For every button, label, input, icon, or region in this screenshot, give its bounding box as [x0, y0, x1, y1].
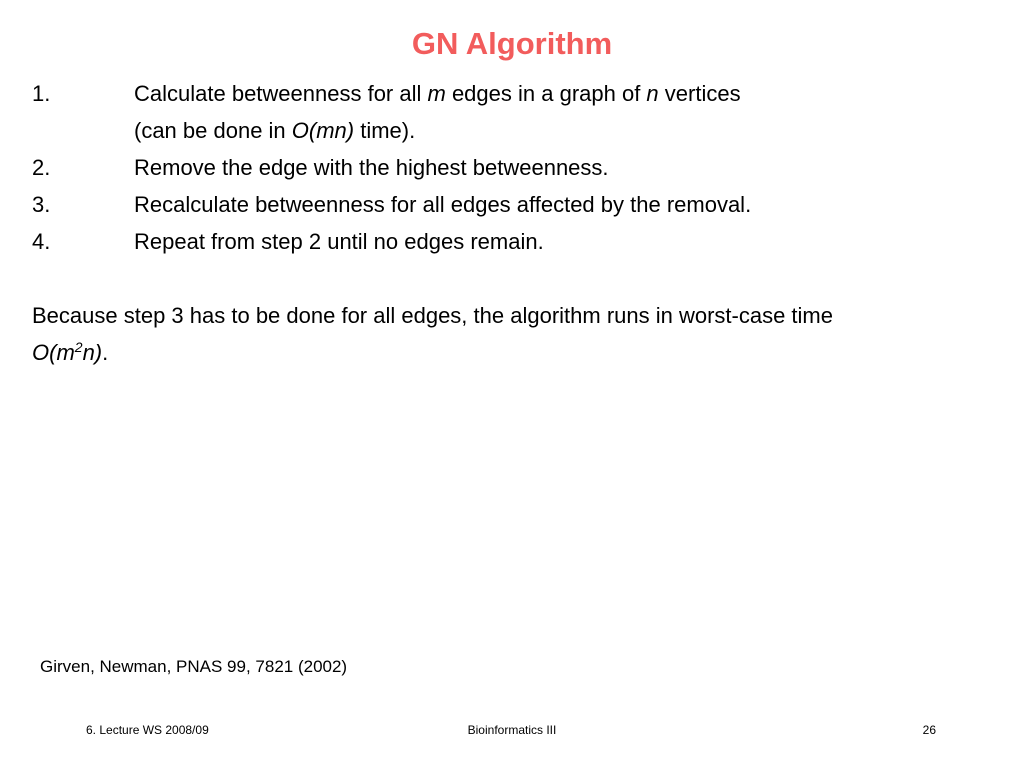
page-number: 26	[922, 723, 936, 737]
slide-title: GN Algorithm	[411, 26, 613, 61]
footer-course: Bioinformatics III	[467, 723, 557, 737]
step-number: 1.	[32, 81, 51, 106]
step-2	[32, 155, 609, 181]
step-text: time).	[354, 118, 416, 143]
complexity-tail: n)	[82, 340, 103, 365]
footer-lecture: 6. Lecture WS 2008/09	[86, 723, 209, 737]
conclusion-line-2	[32, 340, 108, 366]
citation: Girven, Newman, PNAS 99, 7821 (2002)	[40, 657, 348, 676]
step-text: vertices	[658, 81, 741, 106]
step-4	[32, 229, 544, 255]
complexity-m2n	[32, 340, 102, 365]
period: .	[102, 340, 109, 365]
variable-m: m	[427, 81, 446, 106]
step-text: Repeat from step 2 until no edges remain.	[134, 229, 544, 254]
step-text: Remove the edge with the highest betweenness.	[134, 155, 609, 180]
step-3	[32, 192, 751, 218]
step-text: Calculate betweenness for all	[134, 81, 428, 106]
step-1	[32, 81, 741, 107]
complexity-exponent: 2	[74, 339, 83, 355]
variable-n: n	[646, 81, 659, 106]
step-text: Recalculate betweenness for all edges affected by the removal.	[134, 192, 752, 217]
step-number: 3.	[32, 192, 51, 217]
step-1-continuation	[134, 118, 415, 144]
complexity-mn: O(mn)	[291, 118, 355, 143]
step-number: 2.	[32, 155, 51, 180]
conclusion-line-1: Because step 3 has to be done for all edges, the algorithm runs in worst-case time	[32, 303, 833, 328]
step-text: (can be done in	[134, 118, 292, 143]
step-text: edges in a graph of	[445, 81, 647, 106]
step-number: 4.	[32, 229, 51, 254]
complexity-base: O(m	[32, 340, 75, 365]
